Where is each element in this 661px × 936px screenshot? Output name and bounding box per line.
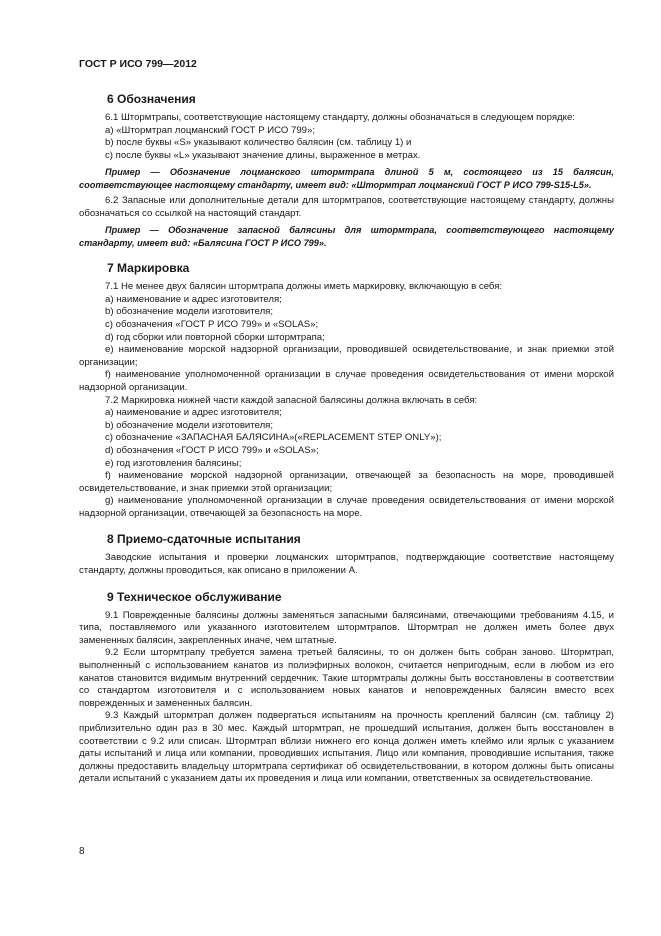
section-7 bbox=[79, 261, 614, 520]
example-designation: Пример — Обозначение лоцманского штормтрапа длиной 5 м, состоящего из 15 балясин, соответствующее настоящему стандарту, имеет вид: «Штормтрап лоцманский ГОСТ Р ИСО 799-S15-L5». bbox=[79, 167, 614, 190]
document-code: ГОСТ Р ИСО 799—2012 bbox=[79, 58, 197, 70]
clause-6-1: 6.1 Штормтрапы, соответствующие настоящему стандарту, должны обозначаться в следующем порядке: bbox=[105, 112, 575, 123]
clause-7-1: 7.1 Не менее двух балясин штормтрапа должны иметь маркировку, включающую в себя: bbox=[105, 281, 503, 293]
clause-6-2: 6.2 Запасные или дополнительные детали для штормтрапов, соответствующие настоящему стандарту, должны обозначаться со ссылкой на настоящий стандарт. bbox=[79, 195, 614, 219]
section-8-title: 8 Приемо-сдаточные испытания bbox=[107, 532, 301, 547]
section-9 bbox=[79, 590, 614, 786]
list-item: f) наименование морской надзорной организации, отвечающей за безопасность на море, проводившей освидетельствование, и знак приемки этой организации; bbox=[79, 470, 614, 494]
clause-7-2: 7.2 Маркировка нижней части каждой запасной балясины должна включать в себя: bbox=[105, 394, 478, 406]
section-6-title: 6 Обозначения bbox=[107, 92, 196, 106]
list-item: a) наименование и адрес изготовителя; bbox=[105, 407, 282, 419]
page-number: 8 bbox=[79, 846, 85, 857]
document-page bbox=[79, 58, 614, 786]
list-item: e) год изготовления балясины; bbox=[105, 457, 242, 469]
list-item: c) после буквы «L» указывают значение длины, выраженное в метрах. bbox=[105, 149, 421, 161]
list-item: a) «Штормтрап лоцманский ГОСТ Р ИСО 799»; bbox=[105, 124, 316, 136]
list-item: d) обозначения «ГОСТ Р ИСО 799» и «SOLAS»; bbox=[105, 444, 319, 456]
section-8 bbox=[79, 532, 614, 577]
section-7-title: 7 Маркировка bbox=[107, 261, 190, 276]
list-item: b) обозначение модели изготовителя; bbox=[105, 419, 274, 431]
list-item: c) обозначения «ГОСТ Р ИСО 799» и «SOLAS»; bbox=[105, 318, 319, 330]
list-item: e) наименование морской надзорной организации, проводившей освидетельствование, и знак приемки этой организации; bbox=[79, 344, 614, 368]
section-8-text: Заводские испытания и проверки лоцманских штормтрапов, подтверждающие соответствие настоящему стандарту, должны проводиться, как описано в приложении А. bbox=[79, 552, 614, 577]
list-item: d) год сборки или повторной сборки штормтрапа; bbox=[105, 331, 325, 343]
list-item: b) после буквы «S» указывают количество балясин (см. таблицу 1) и bbox=[105, 137, 412, 149]
list-item: f) наименование уполномоченной организации в случае проведения освидетельствования от имени морской надзорной организации. bbox=[79, 369, 614, 393]
list-item: g) наименование уполномоченной организации в случае проведения освидетельствования от имени морской надзорной организации, отвечающей за безопасность на море. bbox=[79, 495, 614, 519]
clause-9-2: 9.2 Если штормтрапу требуется замена третьей балясины, то он должен быть собран заново. Штормтрап, выполненный с использованием канатов из полиэфирных волокон, считается непригодным, если в любом из его канатов становится видимым внутренний сердечник. Такие штормтрапы должны быть восстановлены в соответствии со стандартом изготовителя и с использованием новых канатов и неповрежденных балясин вместо всех поврежденных и замененных балясин. bbox=[79, 647, 614, 709]
section-6 bbox=[79, 92, 614, 249]
section-9-title: 9 Техническое обслуживание bbox=[107, 589, 282, 604]
clause-9-3: 9.3 Каждый штормтрап должен подвергаться испытаниям на прочность креплений балясин (см. таблицу 2) приблизительно один раз в 30 мес. Каждый штормтрап, не прошедший испытания, должен быть восстановлен в соответствии с 9.2 или списан. Штормтрап вблизи нижнего его конца должен иметь клеймо или ярлык с указанием даты испытаний и лица или компании, проводивших испытания. Лицо или компания, проводившие испытания, также должны предоставить владельцу штормтрапа сертификат об освидетельствовании, в котором должны быть описаны детали испытаний с указанием даты их проведения и лица или компании, ответственных за освидетельствование. bbox=[79, 710, 614, 785]
clause-9-1: 9.1 Поврежденные балясины должны заменяться запасными балясинами, отвечающими требованиям 4.15, и типа, поставляемого или указанного изготовителем штормтрапов. Штормтрап не должен иметь более двух замененных балясин, закрепленных иначе, чем штатные. bbox=[79, 609, 614, 646]
list-item: a) наименование и адрес изготовителя; bbox=[105, 293, 282, 305]
list-item: b) обозначение модели изготовителя; bbox=[105, 306, 274, 318]
list-item: c) обозначение «ЗАПАСНАЯ БАЛЯСИНА»(«REPLACEMENT STEP ONLY»); bbox=[105, 432, 442, 444]
example-spare-step: Пример — Обозначение запасной балясины для штормтрапа, соответствующего настоящему стандарту, имеет вид: «Балясина ГОСТ Р ИСО 799». bbox=[79, 225, 614, 248]
